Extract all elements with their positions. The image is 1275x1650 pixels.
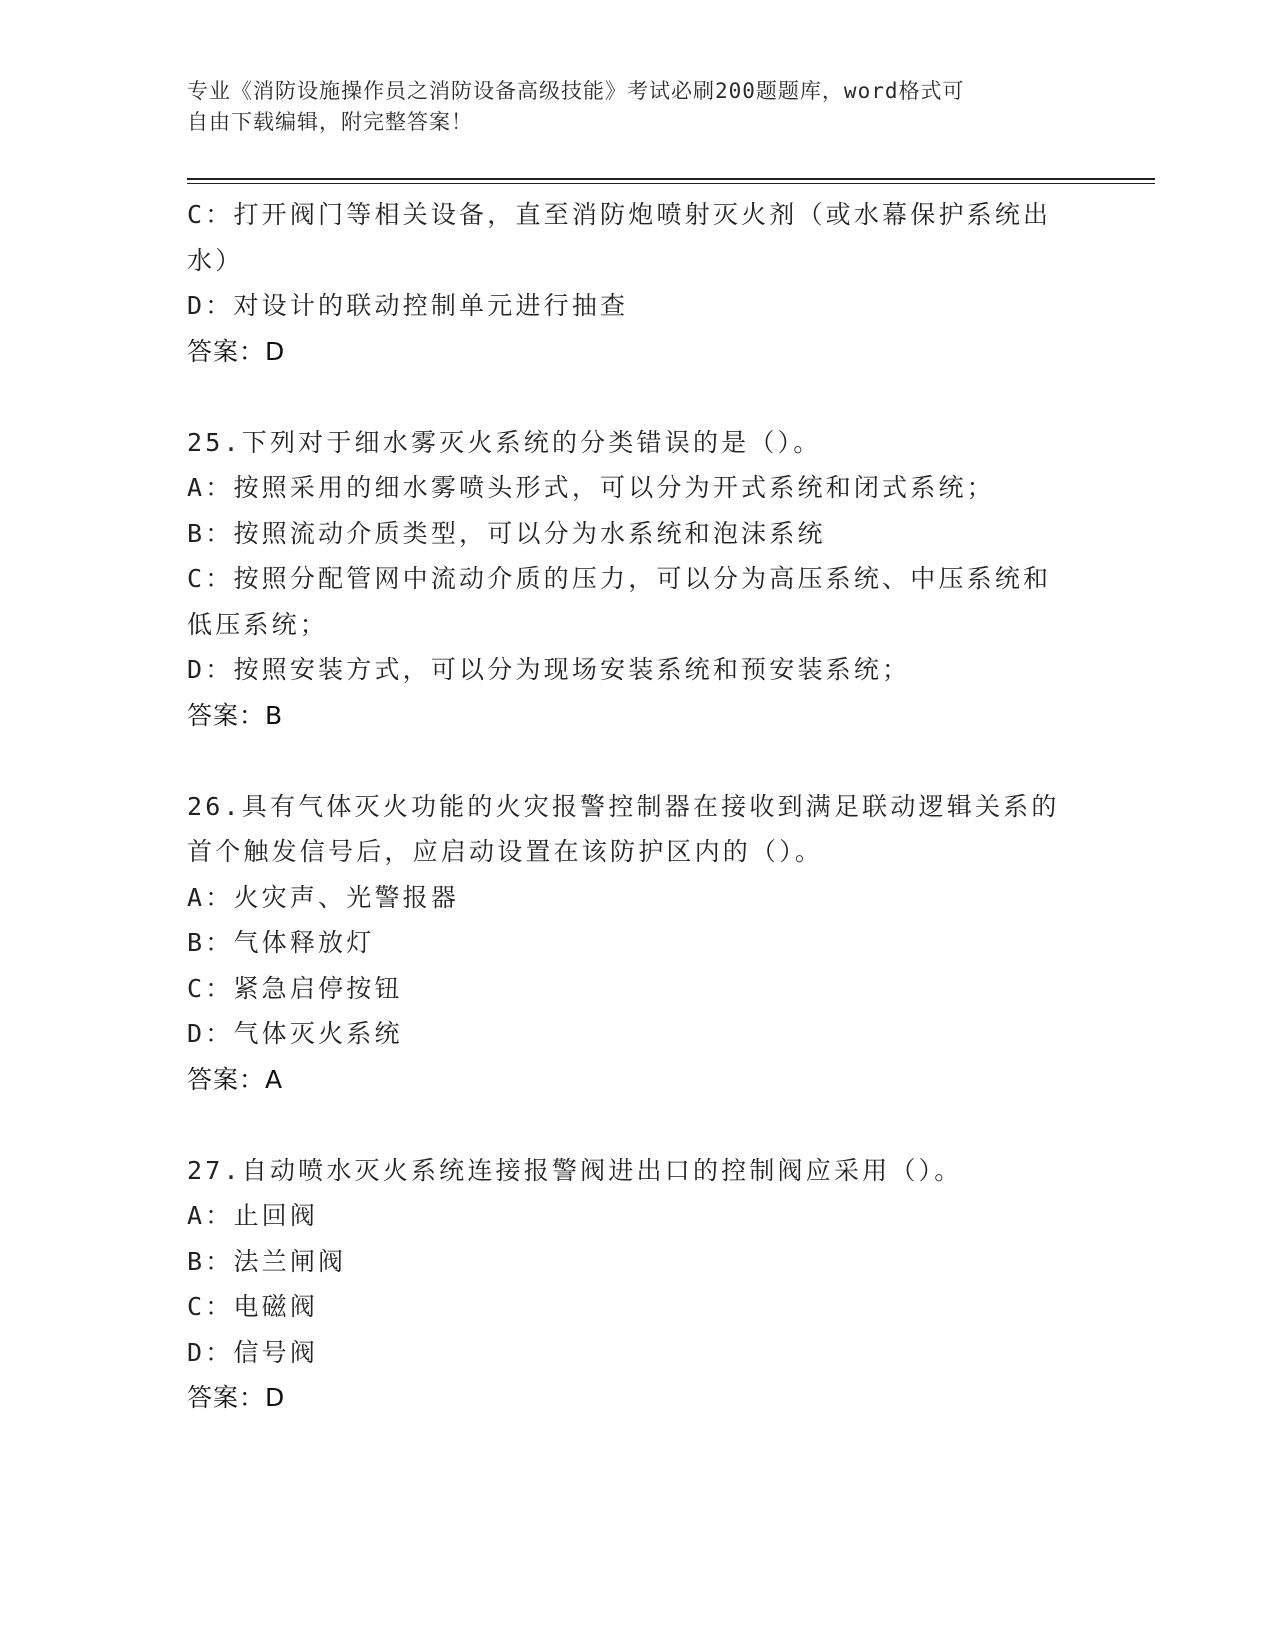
question-content [187,192,1087,1421]
header-divider [187,178,1155,180]
option-d: D：按照安装方式，可以分为现场安装系统和预安装系统； [187,655,911,684]
option-c-line-1: C：打开阀门等相关设备，直至消防炮喷射灭火剂（或水幕保护系统出 [187,200,1052,229]
option-a: A：止回阀 [187,1201,319,1230]
question-block-26 [187,784,1087,1103]
prev-question-block [187,192,1087,374]
spacer [187,1102,1087,1148]
option-d: D：气体灭火系统 [187,1019,403,1048]
answer-line: 答案：D [187,336,286,366]
answer-line: 答案：D [187,1383,286,1412]
option-a: A：按照采用的细水雾喷头形式，可以分为开式系统和闭式系统； [187,473,995,502]
page-header [187,76,1087,138]
spacer [187,738,1087,784]
option-d: D：对设计的联动控制单元进行抽查 [187,291,629,320]
option-b: B：法兰闸阀 [187,1246,347,1276]
spacer [187,374,1087,420]
question-stem: 27.自动喷水灭火系统连接报警阀进出口的控制阀应采用（）。 [187,1155,963,1185]
option-c: C：电磁阀 [187,1292,319,1321]
option-a: A：火灾声、光警报器 [187,882,460,912]
question-block-25 [187,420,1087,739]
option-c-line-2: 水） [187,245,244,275]
option-d: D：信号阀 [187,1337,319,1367]
header-divider-thin [187,183,1155,184]
option-b: B：按照流动介质类型，可以分为水系统和泡沫系统 [187,518,826,548]
option-c: C：紧急启停按钮 [187,973,403,1003]
answer-line: 答案：A [187,1064,284,1094]
header-line-1: 专业《消防设施操作员之消防设备高级技能》考试必刷200题题库，word格式可 [187,79,965,103]
header-line-2: 自由下载编辑，附完整答案！ [187,110,473,134]
option-c: C：按照分配管网中流动介质的压力，可以分为高压系统、中压系统和 [187,564,1052,593]
answer-line: 答案：B [187,700,284,730]
option-c-continued: 低压系统； [187,609,329,639]
question-stem: 26.具有气体灭火功能的火灾报警控制器在接收到满足联动逻辑关系的 [187,791,1060,821]
question-block-27 [187,1148,1087,1421]
question-stem: 25.下列对于细水雾灭火系统的分类错误的是（）。 [187,427,822,457]
question-stem-continued: 首个触发信号后，应启动设置在该防护区内的（）。 [187,837,824,866]
option-b: B：气体释放灯 [187,928,375,957]
